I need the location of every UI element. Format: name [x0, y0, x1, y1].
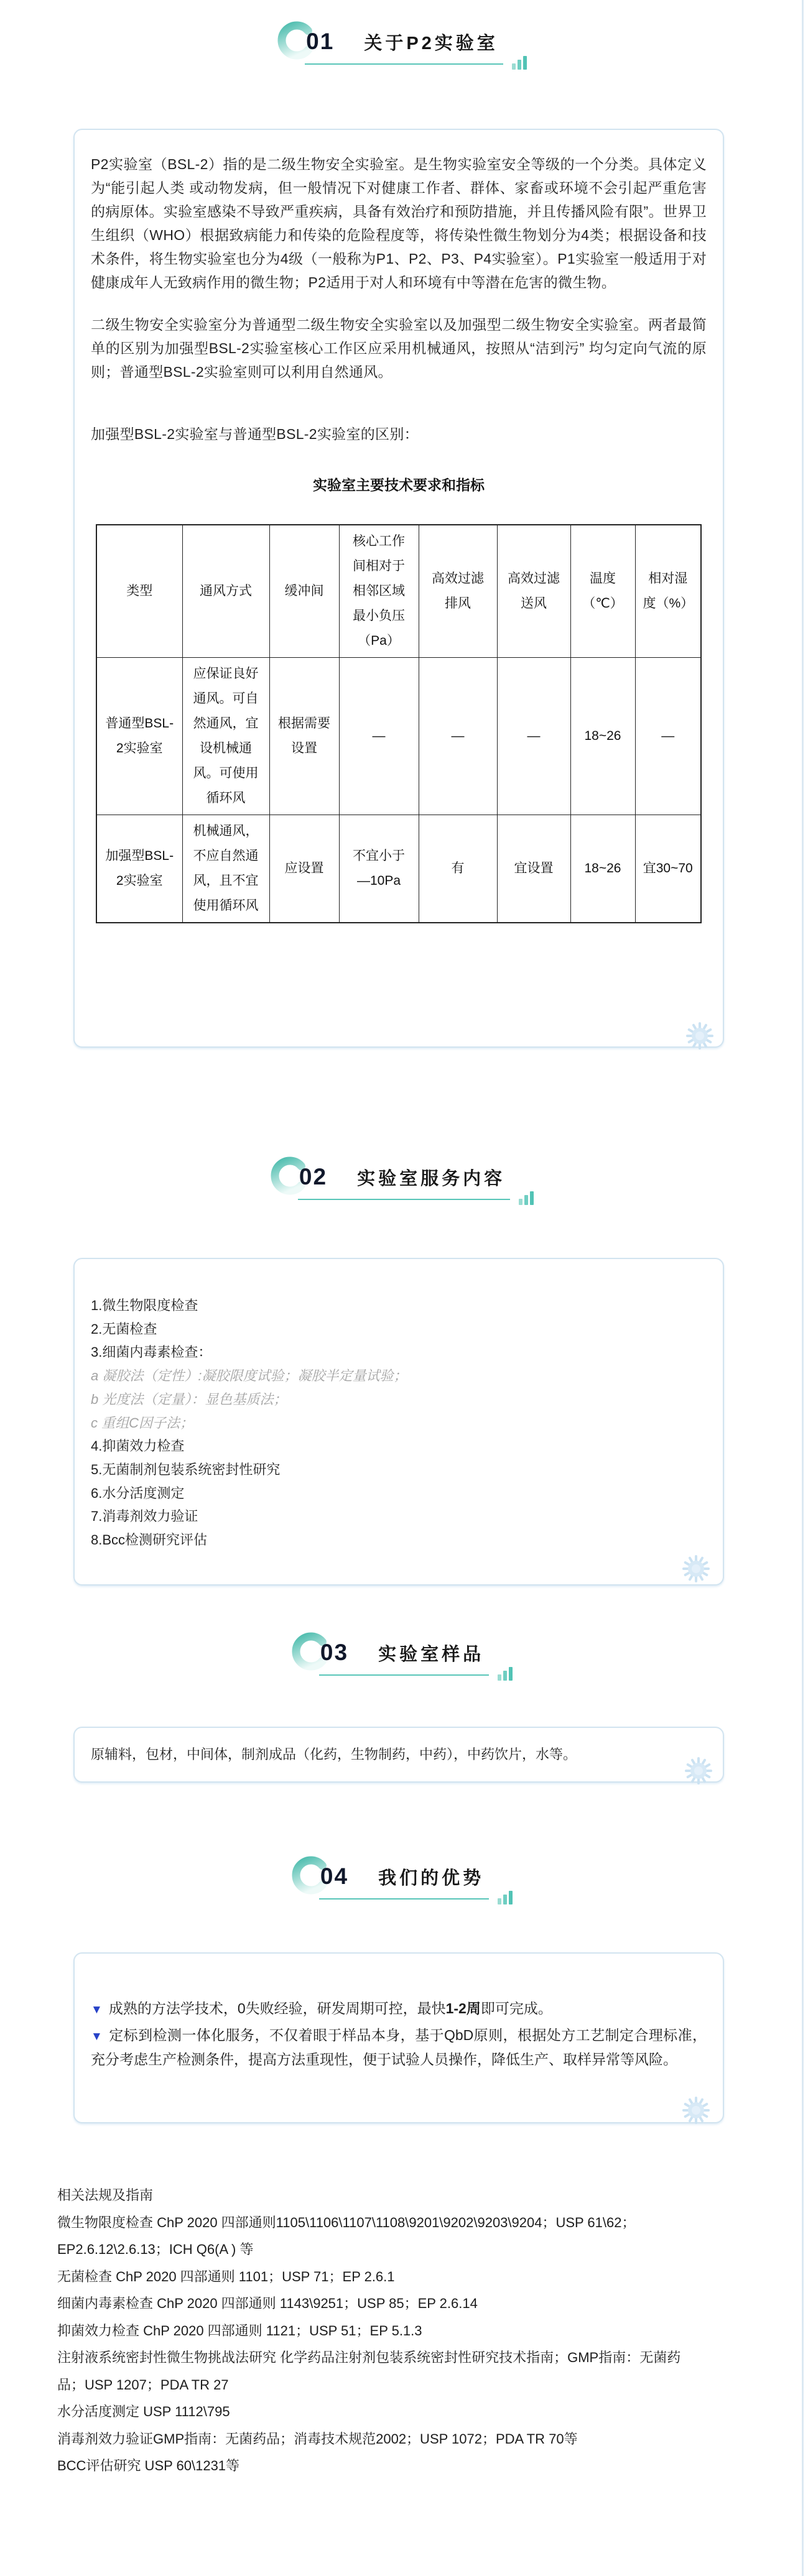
right-edge-line — [802, 0, 804, 2576]
service-item: 1.微生物限度检查 — [91, 1298, 198, 1313]
service-sub-item: a 凝胶法（定性）:凝胶限度试验；凝胶半定量试验； — [91, 1368, 407, 1384]
regulations-heading: 相关法规及指南 — [57, 2187, 154, 2203]
col-header-hepa-supply: 高效过滤送风 — [497, 525, 570, 658]
services-card — [73, 1258, 724, 1586]
section-number: 03 — [320, 1640, 349, 1665]
bars-icon — [498, 1666, 514, 1681]
samples-card — [73, 1727, 724, 1783]
col-header-humidity: 相对湿度（%） — [635, 525, 701, 658]
service-sub-item: b 光度法（定量）：显色基质法； — [91, 1391, 287, 1407]
table-title: 实验室主要技术要求和指标 — [313, 477, 485, 493]
section-header-inner — [305, 28, 503, 65]
cell: 普通型BSL-2实验室 — [96, 658, 182, 815]
regulation-line: 品；USP 1207；PDA TR 27 — [57, 2376, 229, 2393]
cell: 宜设置 — [497, 815, 570, 923]
samples-text: 原辅料，包材，中间体，制剂成品（化药，生物制药，中药），中药饮片，水等。 — [91, 1747, 577, 1762]
about-paragraph-3: 加强型BSL-2实验室与普通型BSL-2实验室的区别： — [91, 426, 419, 442]
regulation-line: 消毒剂效力验证GMP指南：无菌药品；消毒技术规范2002；USP 1072；PDA TR 70等 — [57, 2431, 578, 2447]
advantage-text-bold: 1-2周 — [445, 2000, 481, 2016]
cell: 18~26 — [570, 815, 635, 923]
table-row-enhanced-bsl2 — [96, 815, 701, 923]
cell: — — [497, 658, 570, 815]
cell: 宜30~70 — [635, 815, 701, 923]
regulation-line: EP2.6.12\2.6.13；ICH Q6(A ) 等 — [57, 2241, 254, 2257]
virus-icon — [684, 1757, 713, 1785]
advantages-card — [73, 1952, 724, 2123]
service-item: 7.消毒剂效力验证 — [91, 1508, 198, 1525]
about-card — [73, 129, 724, 1048]
service-item: 2.无菌检查 — [91, 1321, 157, 1337]
advantage-text: 即可完成。 — [480, 2000, 552, 2016]
regulations-section — [57, 2182, 773, 2480]
col-header-min-pressure: 核心工作间相对于相邻区域最小负压（Pa） — [339, 525, 419, 658]
virus-icon — [682, 2096, 710, 2125]
cell: 机械通风，不应自然通风，且不宜使用循环风 — [182, 815, 269, 923]
regulation-line: 水分活度测定 USP 1112\795 — [57, 2404, 230, 2419]
regulation-line: 无菌检查 ChP 2020 四部通则 1101；USP 71；EP 2.6.1 — [57, 2268, 395, 2284]
virus-icon — [685, 1022, 714, 1050]
triangle-bullet-icon: ▼ — [91, 2030, 103, 2043]
cell: 18~26 — [570, 658, 635, 815]
bars-icon — [519, 1190, 535, 1205]
cell: 根据需要设置 — [269, 658, 339, 815]
col-header-temperature: 温度（℃） — [570, 525, 635, 658]
col-header-ventilation: 通风方式 — [182, 525, 269, 658]
section-header-01 — [0, 28, 808, 65]
table-row-normal-bsl2 — [96, 658, 701, 815]
service-item: 4.抑菌效力检查 — [91, 1438, 185, 1454]
section-header-inner — [319, 1863, 489, 1900]
section-header-inner — [319, 1639, 489, 1676]
cell: 不宜小于—10Pa — [339, 815, 419, 923]
col-header-type: 类型 — [96, 525, 182, 658]
section-header-inner — [298, 1163, 510, 1200]
triangle-bullet-icon: ▼ — [91, 2003, 103, 2016]
section-number: 01 — [306, 29, 335, 54]
cell: 应保证良好通风。可自然通风，宜设机械通风。可使用循环风 — [182, 658, 269, 815]
section-number: 04 — [320, 1863, 349, 1889]
section-title: 关于P2实验室 — [364, 34, 498, 53]
section-title: 实验室样品 — [378, 1645, 485, 1664]
section-number: 02 — [299, 1164, 328, 1189]
service-item: 8.Bcc检测研究评估 — [91, 1532, 208, 1548]
section-header-04 — [0, 1863, 808, 1900]
advantage-bullet-2 — [91, 2024, 707, 2070]
section-title: 我们的优势 — [378, 1868, 485, 1888]
advantage-bullet-1 — [91, 1997, 707, 2021]
cell: 有 — [419, 815, 497, 923]
section-header-03 — [0, 1639, 808, 1676]
service-item: 3.细菌内毒素检查： — [91, 1344, 212, 1360]
service-sub-item: c 重组C因子法； — [91, 1415, 194, 1431]
col-header-hepa-exhaust: 高效过滤排风 — [419, 525, 497, 658]
table-header-row — [96, 525, 701, 658]
cell: — — [419, 658, 497, 815]
section-title: 实验室服务内容 — [357, 1169, 506, 1189]
bars-icon — [498, 1890, 514, 1904]
regulation-line: BCC评估研究 USP 60\1231等 — [57, 2458, 240, 2473]
section-header-02 — [0, 1163, 808, 1200]
virus-icon — [682, 1554, 710, 1583]
about-paragraph-1: P2实验室（BSL-2）指的是二级生物安全实验室。是生物实验室安全等级的一个分类。具体定义为“能引起人类 或动物发病，但一般情况下对健康工作者、群体、家畜或环境不会引起严重危害的病原体。实验室感染不导致严重疾病，具备有效治疗和预防措施，并且传播风险有限”。世界卫生组织（WHO）根据致病能力和传染的危险程度等，将传染性微生物划分为4类；根据设备和技术条件，将生物实验室也分为4级（一般称为P1、P2、P3、P4实验室）。P1实验室一般适用于对健康成年人无致病作用的微生物；P2适用于对人和环境有中等潜在危害的微生物。 — [91, 156, 707, 290]
spec-table — [96, 524, 702, 923]
about-paragraph-2: 二级生物安全实验室分为普通型二级生物安全实验室以及加强型二级生物安全实验室。两者最简单的区别为加强型BSL-2实验室核心工作区应采用机械通风，按照从“洁到污” 均匀定向气流的原则；普通型BSL-2实验室则可以利用自然通风。 — [91, 316, 707, 380]
bars-icon — [512, 55, 528, 70]
cell: 加强型BSL-2实验室 — [96, 815, 182, 923]
cell: 应设置 — [269, 815, 339, 923]
regulation-line: 微生物限度检查 ChP 2020 四部通则1105\1106\1107\1108\9201\9202\9203\9204；USP 61\62； — [57, 2214, 636, 2230]
service-item: 5.无菌制剂包装系统密封性研究 — [91, 1461, 281, 1477]
advantage-text: 定标到检测一体化服务，不仅着眼于样品本身，基于QbD原则，根据处方工艺制定合理标准，充分考虑生产检测条件，提高方法重现性，便于试验人员操作，降低生产、取样异常等风险。 — [91, 2027, 707, 2067]
cell: — — [635, 658, 701, 815]
service-item: 6.水分活度测定 — [91, 1485, 185, 1501]
regulation-line: 注射液系统密封性微生物挑战法研究 化学药品注射剂包装系统密封性研究技术指南；GMP指南：无菌药 — [57, 2350, 681, 2365]
cell: — — [339, 658, 419, 815]
regulation-line: 抑菌效力检查 ChP 2020 四部通则 1121；USP 51；EP 5.1.3 — [57, 2322, 422, 2338]
col-header-buffer-room: 缓冲间 — [269, 525, 339, 658]
regulation-line: 细菌内毒素检查 ChP 2020 四部通则 1143\9251；USP 85；EP 2.6.14 — [57, 2296, 478, 2311]
advantage-text: 成熟的方法学技术，0失败经验，研发周期可控，最快 — [108, 2000, 446, 2016]
